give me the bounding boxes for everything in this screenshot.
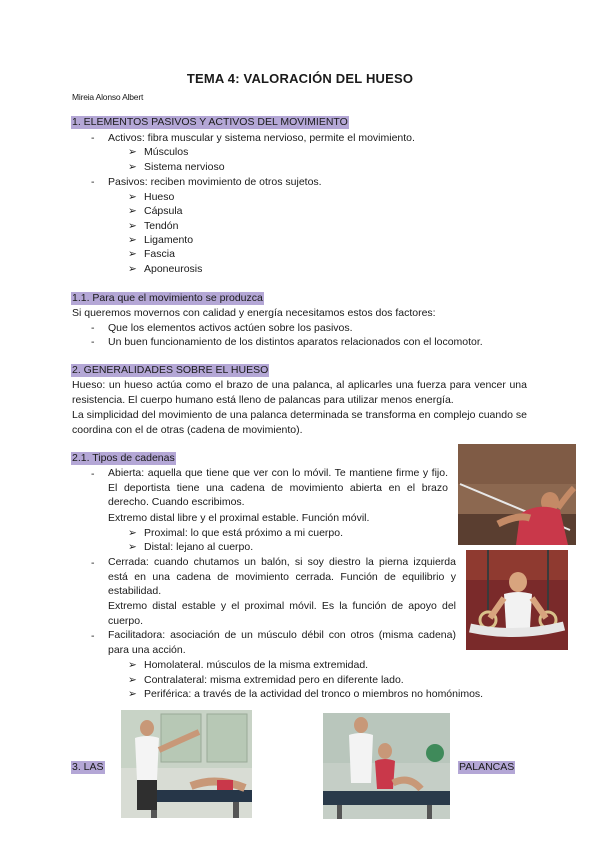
list-item: Proximal: lo que está próximo a mi cuerpo. [144,527,344,539]
arrow-bullet-icon: ➢ [128,146,137,158]
list-item: Que los elementos activos actúen sobre los pasivos. [108,322,353,334]
list-item: Un buen funcionamiento de los distintos aparatos relacionados con el locomotor. [108,336,483,348]
list-item: Contralateral: misma extremidad pero en diferente lado. [144,674,404,686]
list-item: Homolateral. músculos de la misma extremidad. [144,659,369,671]
arrow-bullet-icon: ➢ [128,248,137,260]
facilitadora-text: Facilitadora: asociación de un músculo débil con otros (misma cadena) para una acción. [108,629,456,656]
bullet-dash: - [91,630,95,642]
list-item: Periférica: a través de la actividad del tronco o miembros no homónimos. [144,688,484,700]
bullet-dash: - [91,557,95,569]
section-1-1-heading: 1.1. Para que el movimiento se produzca [72,292,263,304]
arrow-bullet-icon: ➢ [128,205,137,217]
arrow-bullet-icon: ➢ [128,674,137,686]
seated-exam-photo [323,713,450,819]
arrow-bullet-icon: ➢ [128,191,137,203]
section-2-paragraph-1: Hueso: un hueso actúa como el brazo de una palanca, al aplicarles una fuerza para vencer una resistencia. El cuerpo humano está lleno de palancas para utilizar menos energía. [72,379,527,406]
list-item: Tendón [144,220,179,232]
list-item: Ligamento [144,234,194,246]
javelin-athlete-photo [458,444,576,545]
page-title: TEMA 4: VALORACIÓN DEL HUESO [186,71,414,86]
list-item: Fascia [144,248,175,260]
arrow-bullet-icon: ➢ [128,659,137,671]
pasivos-text: Pasivos: reciben movimiento de otros sujetos. [108,176,322,188]
arrow-bullet-icon: ➢ [128,234,137,246]
bullet-dash: - [91,336,95,348]
abierta-extra: Extremo distal libre y el proximal estable. Función móvil. [108,512,370,524]
bullet-dash: - [91,322,95,334]
leg-exam-photo [121,710,252,818]
section-3-heading-right: PALANCAS [459,761,515,773]
list-item: Músculos [144,146,189,158]
arrow-bullet-icon: ➢ [128,161,137,173]
section-2-1-heading: 2.1. Tipos de cadenas [72,452,175,464]
bullet-dash: - [91,132,95,144]
gymnast-rings-photo [466,550,568,650]
bullet-dash: - [91,468,95,480]
section-3-heading-left: 3. LAS [72,761,104,773]
author-name: Mireia Alonso Albert [72,92,144,102]
abierta-text: Abierta: aquella que tiene que ver con lo móvil. Te mantiene firme y fijo. El deportista tiene una cadena de movimiento abierta en el brazo derecho. Cuando escribimos. [108,467,448,508]
arrow-bullet-icon: ➢ [128,527,137,539]
list-item: Aponeurosis [144,263,203,275]
section-1-heading: 1. ELEMENTOS PASIVOS Y ACTIVOS DEL MOVIMIENTO [72,116,348,128]
cerrada-extra: Extremo distal estable y el proximal móvil. Es la función de apoyo del cuerpo. [108,600,456,627]
list-item: Sistema nervioso [144,161,225,173]
list-item: Hueso [144,191,175,203]
activos-text: Activos: fibra muscular y sistema nervioso, permite el movimiento. [108,132,415,144]
arrow-bullet-icon: ➢ [128,688,137,700]
arrow-bullet-icon: ➢ [128,541,137,553]
arrow-bullet-icon: ➢ [128,263,137,275]
section-1-1-intro: Si queremos movernos con calidad y energía necesitamos estos dos factores: [72,307,436,319]
list-item: Distal: lejano al cuerpo. [144,541,254,553]
cerrada-text: Cerrada: cuando chutamos un balón, si soy diestro la pierna izquierda está en una cadena de movimiento cerrada. Función de equilibrio y estabilidad. [108,556,456,597]
section-2-heading: 2. GENERALIDADES SOBRE EL HUESO [72,364,269,376]
section-2-paragraph-2: La simplicidad del movimiento de una palanca determinada se transforma en complejo cuando se coordina con el de otras (cadena de movimiento). [72,409,527,436]
list-item: Cápsula [144,205,183,217]
bullet-dash: - [91,176,95,188]
arrow-bullet-icon: ➢ [128,220,137,232]
